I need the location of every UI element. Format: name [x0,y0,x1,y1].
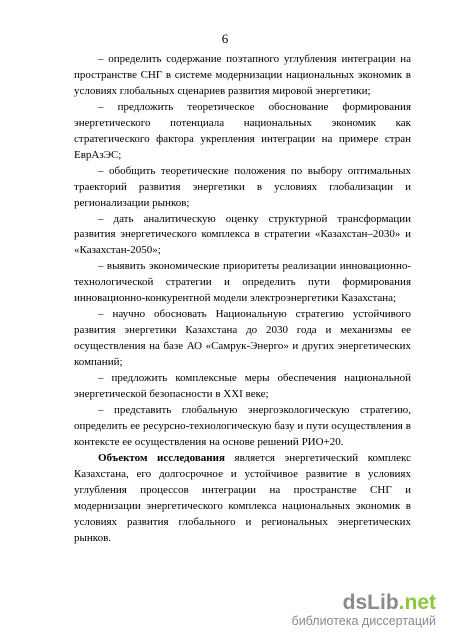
page-body [74,52,411,547]
task-item-5: – выявить экономические приоритеты реализации инновационно-технологической стратегии и определить пути формирования инновационно-конкурентной модели электроэнергетики Казахстана; [74,260,411,305]
task-item-2: – предложить теоретическое обоснование формирования энергетического потенциала национальных экономик как стратегического фактора укрепления интеграции на примере стран ЕврАзЭС; [74,100,411,161]
task-item-4: – дать аналитическую оценку структурной трансформации развития энергетического комплекса в стратегии «Казахстан–2030» и «Казахстан-2050»; [74,212,411,257]
watermark-subtitle: библиотека диссертаций [291,614,436,628]
task-item-8: – представить глобальную энергоэкологическую стратегию, определить ее ресурсно-технологическую базу и пути осуществления в контексте ее осуществления на основе решений РИО+20. [74,403,411,448]
watermark [292,592,436,628]
object-of-research-label: Объектом исследования [98,451,225,464]
watermark-logo [292,592,436,614]
task-item-1: – определить содержание поэтапного углубления интеграции на пространстве СНГ в системе модернизации национальных экономик в условиях глобальных сценариев развития мировой энергетики; [74,53,411,97]
object-of-research-paragraph [74,451,411,547]
task-item-6: – научно обосновать Национальную стратегию устойчивого развития энергетики Казахстана до 2030 года и механизмы ее осуществления на базе АО «Самрук-Энерго» и других энергетических компаний; [74,308,411,369]
page-number: 6 [221,31,229,46]
task-item-7: – предложить комплексные меры обеспечения национальной энергетической безопасности в XXI веке; [74,372,411,401]
task-item-3: – обобщить теоретические положения по выбору оптимальных траекторий развития энергетики в условиях глобализации и регионализации рынков; [74,164,411,209]
watermark-logo-main: dsLib [342,591,399,614]
object-of-research-text: является энергетический комплекс Казахстана, его долгосрочное и устойчивое развитие в условиях углубления процессов интеграции на пространстве СНГ и модернизации энергетического комплекса национальных экономик в условиях развития глобального и региональных энергетических рынков. [74,451,411,544]
watermark-logo-tld: .net [398,591,436,614]
